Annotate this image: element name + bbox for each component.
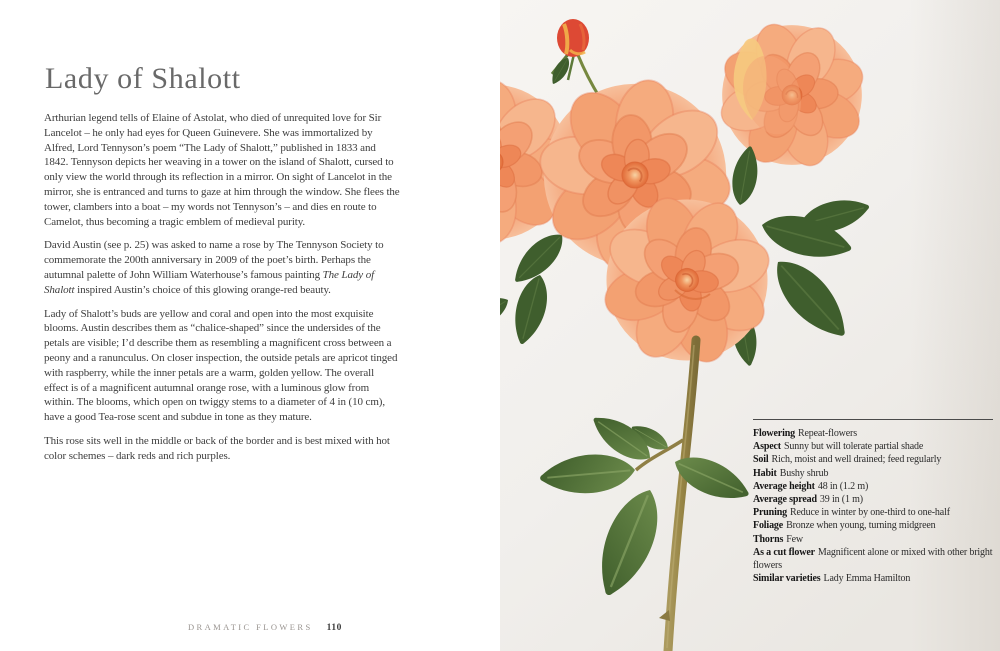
page-footer [188, 617, 342, 635]
detail-value: Lady Emma Hamilton [823, 573, 911, 585]
detail-row [753, 533, 993, 546]
detail-label: Average height [753, 480, 815, 492]
detail-row [753, 427, 993, 440]
detail-row [753, 453, 993, 466]
detail-value: Rich, moist and well drained; feed regularly [771, 454, 942, 466]
detail-row [753, 480, 993, 493]
detail-label: Pruning [753, 507, 787, 519]
detail-label: Thorns [753, 533, 784, 545]
detail-label: Flowering [753, 428, 795, 439]
paragraph-2 [44, 238, 400, 297]
right-page [500, 0, 1000, 651]
detail-value: Bushy shrub [779, 467, 829, 479]
detail-label: Average spread [753, 494, 817, 506]
paragraph-3: Lady of Shalott’s buds are yellow and coral and open into the most exquisite blooms. Austin describes them as “chalice-shaped” since the undersides of the petals are visible; I’d describe them as resembling a magnificent cross between a peony and a ranunculus. On closer inspection, the outside petals are apricot tinged with raspberry, while the inner petals are a warm, golden yellow. The overall effect is of a magnificent autumnal orange rose, with a luminous glow from within. The blooms, which open on twiggy stems to a diameter of 4 in (10 cm), have a good Tea-rose scent and subdue in tone as they mature. [44, 307, 398, 424]
detail-label: Foliage [753, 520, 784, 532]
paragraph-4: This rose sits well in the middle or back of the border and is best mixed with hot color schemes – dark reds and rich purples. [44, 434, 390, 462]
painting-title: The Lady of Shalott [44, 268, 375, 296]
detail-value: Sunny but will tolerate partial shade [783, 441, 924, 453]
footer-section-label: DRAMATIC FLOWERS [188, 622, 313, 632]
detail-value: Bronze when young, turning midgreen [786, 520, 936, 532]
variety-details-panel [753, 419, 993, 585]
paragraph-1: Arthurian legend tells of Elaine of Astolat, who died of unrequited love for Sir Lancelot – he only had eyes for Queen Guinevere. She was immortalized by Alfred, Lord Tennyson’s poem “The Lady of Shalott,” published in 1833 and 1842. Tennyson depicts her weaving in a tower on the island of Shalott, cursed to only view the world through its reflection in a mirror. On sight of Lancelot in the mirror, she is entranced and turns to gaze at him through the window. She flees the tower, clambers into a boat – my words not Tennyson’s – and dies en route to Camelot, thus becoming a tragic emblem of medieval purity. [44, 112, 400, 228]
detail-value: 39 in (1 m) [819, 494, 863, 506]
body-text [44, 111, 400, 473]
detail-row [753, 467, 993, 480]
detail-row [753, 506, 993, 519]
paragraph-2-tail: inspired Austin’s choice of this glowing orange-red beauty. [74, 283, 331, 296]
detail-value: Repeat-flowers [797, 428, 857, 439]
detail-label: Aspect [753, 441, 781, 453]
detail-row [753, 546, 993, 572]
detail-value: Magnificent alone or mixed with other bright flowers [753, 546, 993, 572]
detail-row [753, 519, 993, 532]
detail-row [753, 493, 993, 506]
detail-value: 48 in (1.2 m) [817, 480, 869, 492]
detail-label: Habit [753, 467, 777, 479]
paragraph-2-text: David Austin (see p. 25) was asked to name a rose by The Tennyson Society to commemorate the 200th anniversary in 2009 of the poet’s birth. Perhaps the autumnal palette of John William Waterhouse’s famous painting [44, 239, 384, 281]
detail-value: Few [786, 533, 804, 545]
detail-row [753, 440, 993, 453]
detail-row [753, 572, 993, 585]
footer-page-number: 110 [326, 623, 342, 633]
detail-label: Soil [753, 454, 769, 466]
detail-label: As a cut flower [753, 546, 815, 558]
detail-label: Similar varieties [753, 573, 821, 585]
detail-value: Reduce in winter by one-third to one-half [789, 507, 950, 519]
page-title: Lady of Shalott [45, 62, 241, 96]
